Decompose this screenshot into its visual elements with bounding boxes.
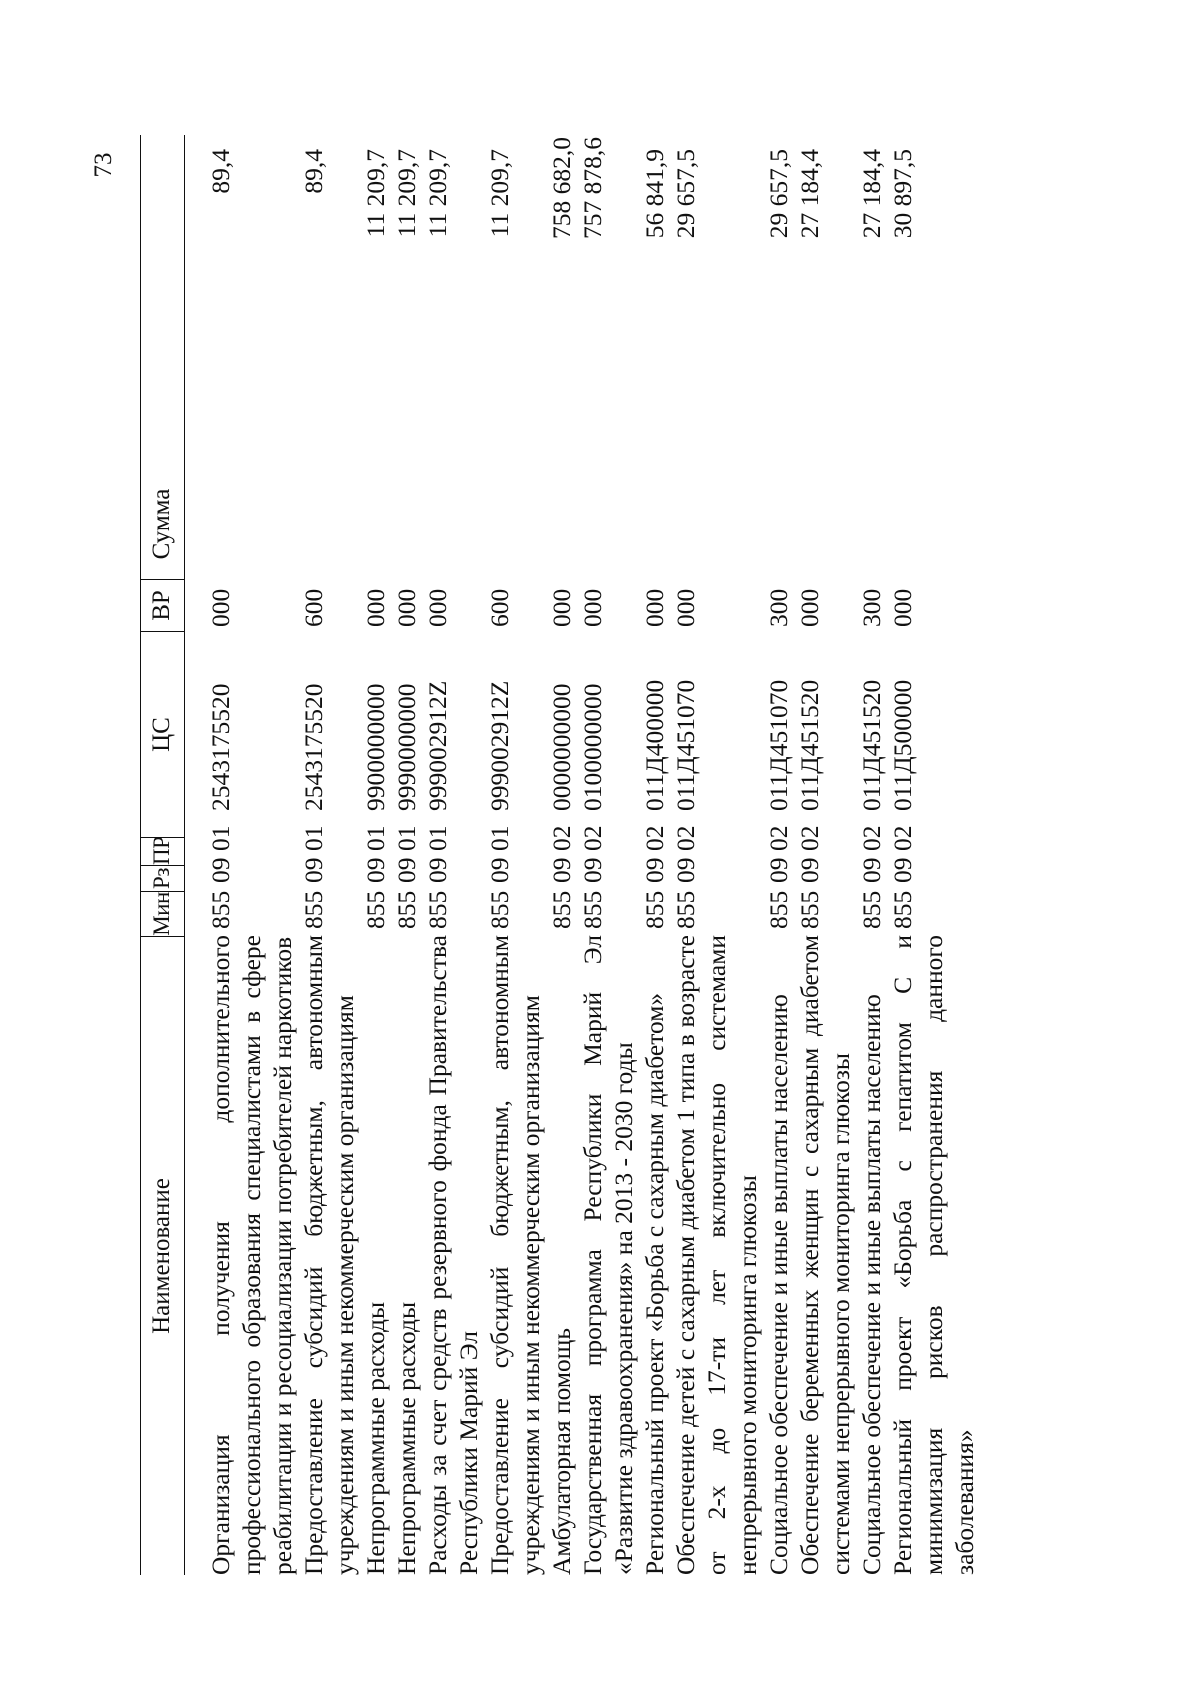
table-row	[205, 135, 298, 1575]
row-cs: 999002912Z	[485, 680, 514, 811]
row-cs: 2543175520	[299, 683, 328, 811]
row-rz: 09	[857, 857, 886, 883]
row-vr: 600	[299, 588, 328, 627]
row-sum: 11 209,7	[361, 149, 390, 238]
row-name: Расходы за счет средств резервного фонда Правительства Республики Марий Эл	[423, 935, 483, 1575]
row-min: 855	[547, 890, 576, 929]
row-rz: 09	[764, 857, 793, 883]
budget-table	[140, 135, 979, 1575]
row-pr: 02	[795, 825, 824, 851]
row-min: 855	[485, 890, 514, 929]
row-min: 855	[423, 890, 452, 929]
row-sum: 11 209,7	[423, 149, 452, 238]
table-row	[639, 135, 670, 1575]
row-min: 855	[888, 890, 917, 929]
row-sum: 29 657,5	[671, 149, 700, 239]
header-rz: Рз	[149, 868, 174, 889]
row-vr: 300	[857, 588, 886, 627]
row-rz: 09	[888, 857, 917, 883]
row-sum: 29 657,5	[764, 149, 793, 239]
row-min: 855	[361, 890, 390, 929]
table-header	[140, 135, 185, 1575]
row-vr: 000	[392, 588, 421, 627]
table-row	[298, 135, 360, 1575]
table-row	[484, 135, 546, 1575]
row-sum: 27 184,4	[795, 149, 824, 239]
row-rz: 09	[671, 857, 700, 883]
table-row	[763, 135, 794, 1575]
row-sum: 30 897,5	[888, 149, 917, 239]
page-number: 73	[90, 152, 117, 178]
row-rz: 09	[299, 857, 328, 883]
row-min: 855	[795, 890, 824, 929]
row-vr: 600	[485, 588, 514, 627]
row-cs: 011Д451520	[857, 679, 886, 811]
row-pr: 01	[361, 825, 390, 851]
row-sum: 757 878,6	[578, 137, 607, 239]
row-name: Непрограммные расходы	[361, 1301, 390, 1575]
row-pr: 02	[764, 825, 793, 851]
row-vr: 000	[640, 588, 669, 627]
header-sum: Сумма	[148, 488, 175, 560]
row-cs: 0100000000	[578, 683, 607, 811]
row-pr: 02	[671, 825, 700, 851]
row-name: Социальное обеспечение и иные выплаты населению	[764, 994, 793, 1575]
row-pr: 02	[857, 825, 886, 851]
header-vr: ВР	[148, 590, 175, 621]
row-cs: 011Д451070	[671, 679, 700, 811]
header-top-rule	[140, 135, 141, 1575]
row-pr: 01	[392, 825, 421, 851]
row-name: Обеспечение детей с сахарным диабетом 1 типа в возрасте от 2-х до 17-ти лет включительно системами непрерывного мониторинга глюкозы	[671, 935, 762, 1575]
row-rz: 09	[578, 857, 607, 883]
header-bottom-rule	[184, 135, 185, 1575]
row-name: Региональный проект «Борьба с сахарным диабетом»	[640, 992, 669, 1575]
row-pr: 02	[640, 825, 669, 851]
table-row	[887, 135, 980, 1575]
row-vr: 000	[361, 588, 390, 627]
row-cs: 011Д451520	[795, 679, 824, 811]
row-vr: 000	[423, 588, 452, 627]
table-row	[391, 135, 422, 1575]
row-min: 855	[206, 890, 235, 929]
row-vr: 000	[888, 588, 917, 627]
row-pr: 02	[547, 825, 576, 851]
row-vr: 000	[795, 588, 824, 627]
header-min: Мин	[149, 892, 174, 936]
row-min: 855	[392, 890, 421, 929]
row-cs: 011Д451070	[764, 679, 793, 811]
row-vr: 000	[671, 588, 700, 627]
row-vr: 000	[547, 588, 576, 627]
table-row	[856, 135, 887, 1575]
row-vr: 000	[578, 588, 607, 627]
row-pr: 01	[299, 825, 328, 851]
row-name: Предоставление субсидий бюджетным, автономным учреждениям и иным некоммерческим организациям	[299, 935, 359, 1575]
header-name: Наименование	[148, 1178, 175, 1334]
row-pr: 01	[206, 825, 235, 851]
row-sum: 89,4	[299, 149, 328, 194]
table-body	[185, 135, 980, 1575]
table-row	[577, 135, 639, 1575]
row-pr: 01	[485, 825, 514, 851]
row-name: Государственная программа Республики Марий Эл «Развитие здравоохранения» на 2013 - 2030 годы	[578, 935, 638, 1575]
row-name: Непрограммные расходы	[392, 1301, 421, 1575]
row-cs: 011Д400000	[640, 679, 669, 811]
row-pr: 01	[423, 825, 452, 851]
row-sum: 89,4	[206, 149, 235, 194]
header-pr: ПР	[149, 836, 174, 865]
row-min: 855	[764, 890, 793, 929]
table-row	[360, 135, 391, 1575]
row-rz: 09	[640, 857, 669, 883]
row-rz: 09	[361, 857, 390, 883]
row-cs: 2543175520	[206, 683, 235, 811]
row-name: Организация получения дополнительного профессионального образования специалистами в сфере реабилитации и ресоциализации потребителей наркотиков	[206, 935, 297, 1575]
row-name: Предоставление субсидий бюджетным, автономным учреждениям и иным некоммерческим организациям	[485, 935, 545, 1575]
row-name: Социальное обеспечение и иные выплаты населению	[857, 994, 886, 1575]
row-rz: 09	[423, 857, 452, 883]
row-cs: 011Д500000	[888, 679, 917, 811]
row-min: 855	[578, 890, 607, 929]
row-min: 855	[671, 890, 700, 929]
row-rz: 09	[795, 857, 824, 883]
row-cs: 0000000000	[547, 683, 576, 811]
row-sum: 758 682,0	[547, 137, 576, 239]
row-rz: 09	[206, 857, 235, 883]
row-sum: 11 209,7	[485, 149, 514, 238]
table-row	[422, 135, 484, 1575]
row-min: 855	[857, 890, 886, 929]
row-vr: 000	[206, 588, 235, 627]
header-cs: ЦС	[148, 717, 175, 752]
row-cs: 9990000000	[392, 683, 421, 811]
row-vr: 300	[764, 588, 793, 627]
row-sum: 27 184,4	[857, 149, 886, 239]
row-rz: 09	[392, 857, 421, 883]
row-cs: 999002912Z	[423, 680, 452, 811]
row-name: Региональный проект «Борьба с гепатитом С и минимизация рисков распространения данного заболевания»	[888, 935, 979, 1575]
row-min: 855	[299, 890, 328, 929]
row-name: Обеспечение беременных женщин с сахарным диабетом системами непрерывного мониторинга глюкозы	[795, 935, 855, 1575]
row-min: 855	[640, 890, 669, 929]
table-row	[670, 135, 763, 1575]
row-pr: 02	[888, 825, 917, 851]
table-row	[546, 135, 577, 1575]
row-rz: 09	[485, 857, 514, 883]
table-row	[794, 135, 856, 1575]
row-cs: 9900000000	[361, 683, 390, 811]
row-rz: 09	[547, 857, 576, 883]
row-name: Амбулаторная помощь	[547, 1327, 576, 1575]
row-sum: 11 209,7	[392, 149, 421, 238]
row-sum: 56 841,9	[640, 149, 669, 239]
row-pr: 02	[578, 825, 607, 851]
